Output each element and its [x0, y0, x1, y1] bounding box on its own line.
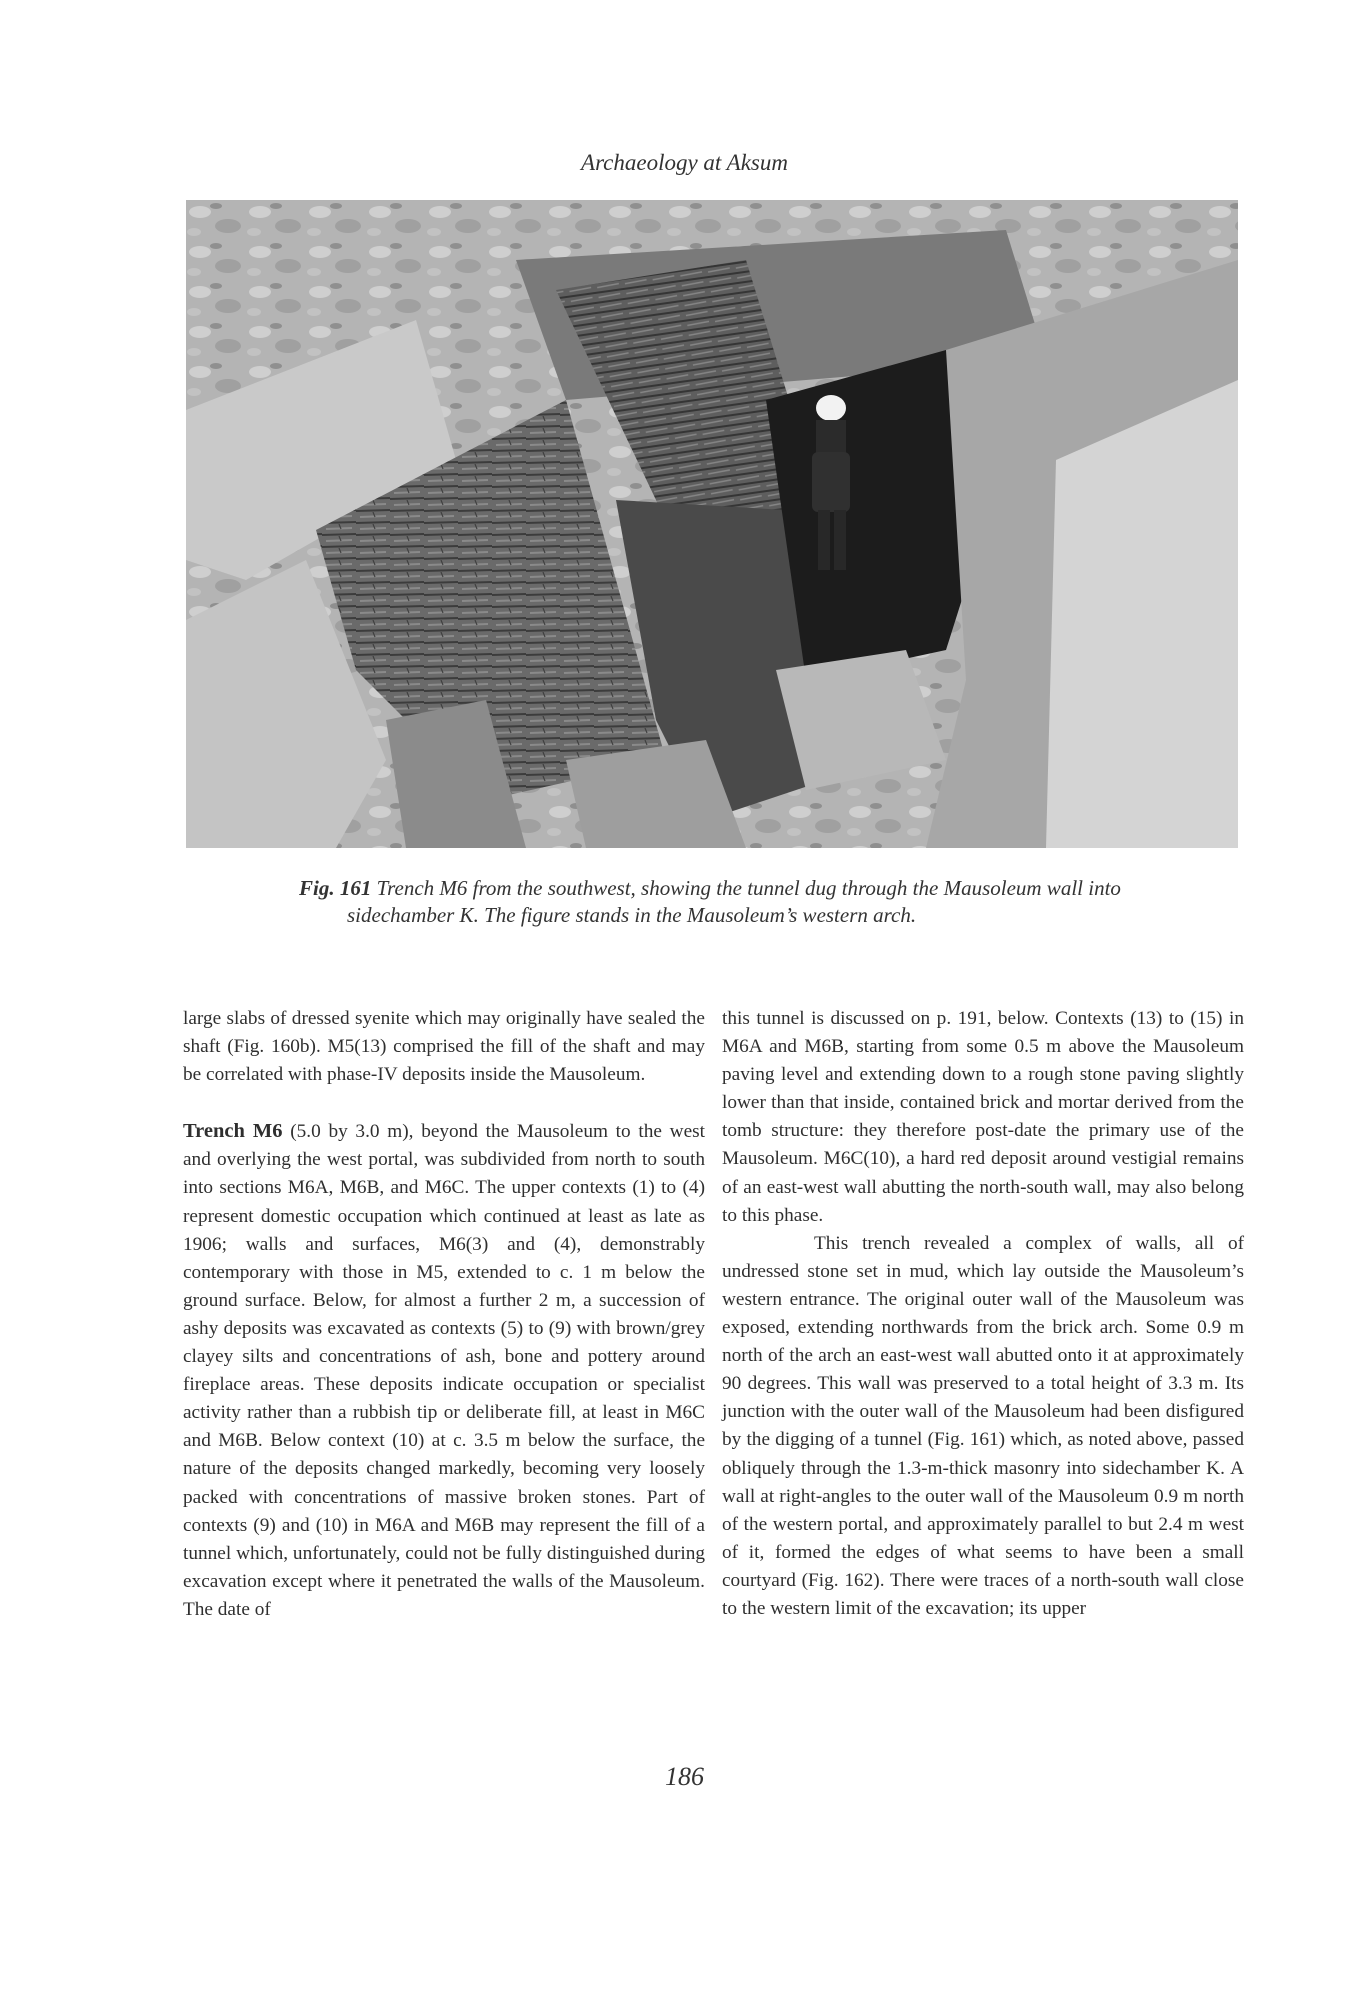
trench-body: (5.0 by 3.0 m), beyond the Mausoleum to the west and overlying the west portal, was subdivided from north to south into sections M6A, M6B, and M6C. The upper contexts (1) to (4) represent domestic occupation which continued at least as late as 1906; walls and surfaces, M6(3) and (4), demonstrably contemporary with those in M5, extended to c. 1 m below the ground surface. Below, for almost a further 2 m, a succession of ashy deposits was excavated as contexts (5) to (9) with brown/grey clayey silts and concentrations of ash, bone and pottery around fireplace areas. These deposits indicate occupation or specialist activity rather than a rubbish tip or deliberate fill, at least in M6C and M6B. Below context (10) at c. 3.5 m below the surface, the nature of the deposits changed markedly, becoming very loosely packed with concentrations of massive broken stones. Part of contexts (9) and (10) in M6A and M6B may represent the fill of a tunnel which, unfortunately, could not be fully distinguished during excavation except where it penetrated the walls of the Mausoleum. The date of	[183, 1121, 705, 1620]
trench-heading: Trench M6	[183, 1120, 283, 1143]
right-paragraph-1: this tunnel is discussed on p. 191, below. Contexts (13) to (15) in M6A and M6B, starting from some 0.5 m above the Mausoleum paving level and extending down to a rough stone paving slightly lower than that inside, contained brick and mortar derived from the tomb structure: they therefore post-date the primary use of the Mausoleum. M6C(10), a hard red deposit around vestigial remains of an east-west wall abutting the north-south wall, may also belong to this phase.	[722, 1008, 1244, 1226]
figure-caption	[299, 875, 1179, 929]
running-head: Archaeology at Aksum	[581, 150, 788, 175]
caption-line-2: sidechamber K. The figure stands in the Mausoleum’s western arch.	[347, 903, 917, 927]
figure-label: Fig. 161	[299, 876, 372, 900]
left-column	[183, 1005, 705, 1624]
right-paragraph-2: This trench revealed a complex of walls, all of undressed stone set in mud, which lay outside the Mausoleum’s western entrance. The original outer wall of the Mausoleum was exposed, extending northwards from the brick arch. Some 0.9 m north of the arch an east-west wall abutted onto it at approximately 90 degrees. This wall was preserved to a total height of 3.3 m. Its junction with the outer wall of the Mausoleum had been disfigured by the digging of a tunnel (Fig. 161) which, as noted above, passed obliquely through the 1.3-m-thick masonry into sidechamber K. A wall at right-angles to the outer wall of the Mausoleum 0.9 m north of the western portal, and approximately parallel to but 2.4 m west of it, formed the edges of what seems to have been a small courtyard (Fig. 162). There were traces of a north-south wall close to the western limit of the excavation; its upper	[722, 1232, 1244, 1619]
left-paragraph-2	[183, 1117, 705, 1624]
caption-line-1: Trench M6 from the southwest, showing the tunnel dug through the Mausoleum wall into	[376, 876, 1121, 900]
page-number: 186	[665, 1762, 704, 1791]
right-column	[722, 1005, 1244, 1623]
left-paragraph-1: large slabs of dressed syenite which may originally have sealed the shaft (Fig. 160b). M5(13) comprised the fill of the shaft and may be correlated with phase-IV deposits inside the Mausoleum.	[183, 1008, 705, 1086]
excavation-photo	[186, 200, 1238, 848]
